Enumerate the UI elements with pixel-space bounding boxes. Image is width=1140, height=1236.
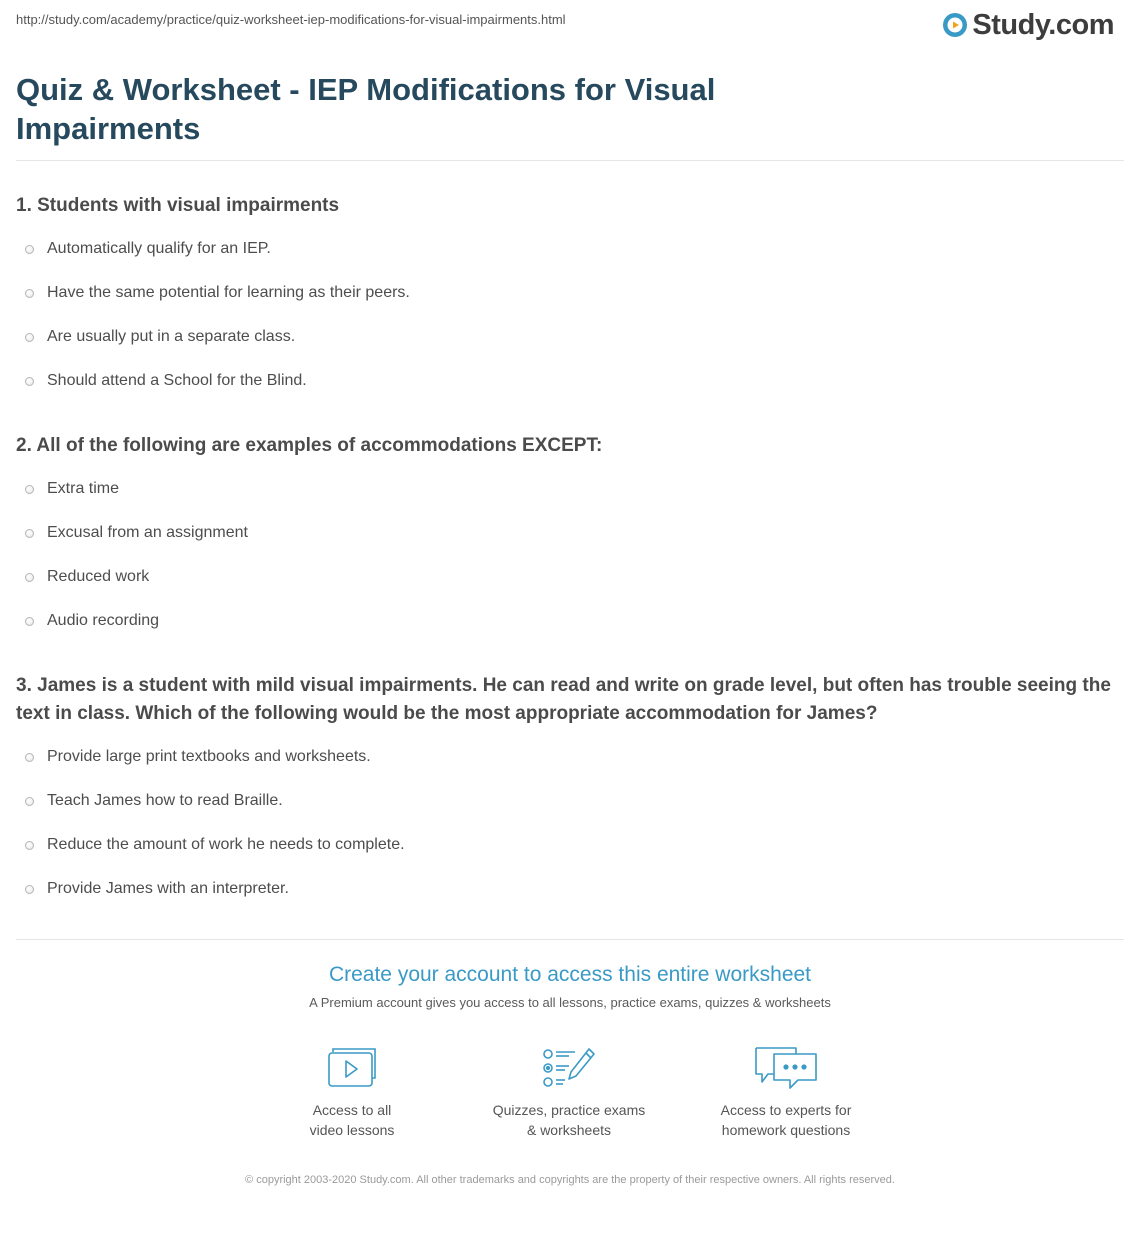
feature-quizzes [474, 1046, 664, 1140]
answer-option[interactable] [16, 599, 1112, 643]
answer-text: Should attend a School for the Blind. [47, 372, 307, 389]
radio-button[interactable] [25, 573, 34, 582]
page-url: http://study.com/academy/practice/quiz-worksheet-iep-modifications-for-visual-impairments.html [16, 12, 566, 27]
answer-option[interactable] [16, 555, 1112, 599]
answer-text: Excusal from an assignment [47, 524, 248, 541]
answer-list [16, 227, 1112, 403]
radio-button[interactable] [25, 885, 34, 894]
answer-text: Are usually put in a separate class. [47, 328, 296, 345]
radio-button[interactable] [25, 841, 34, 850]
premium-cta [0, 962, 1140, 1010]
answer-option[interactable] [16, 735, 1112, 779]
answer-option[interactable] [16, 779, 1112, 823]
feature-experts [691, 1046, 881, 1140]
title-divider [16, 160, 1124, 161]
cta-divider [16, 939, 1124, 940]
answer-text: Provide large print textbooks and worksheets. [47, 748, 371, 765]
answer-text: Reduce the amount of work he needs to complete. [47, 836, 405, 853]
radio-button[interactable] [25, 377, 34, 386]
feature-label: Access to all video lessons [309, 1102, 395, 1138]
answer-text: Extra time [47, 480, 120, 497]
radio-button[interactable] [25, 529, 34, 538]
radio-button[interactable] [25, 245, 34, 254]
feature-label: Quizzes, practice exams & worksheets [492, 1102, 646, 1138]
answer-option[interactable] [16, 867, 1112, 911]
radio-button[interactable] [25, 485, 34, 494]
copyright-notice: © copyright 2003-2020 Study.com. All other trademarks and copyrights are the property of their respective owners. All rights reserved. [245, 1174, 895, 1186]
answer-option[interactable] [16, 359, 1112, 403]
radio-button[interactable] [25, 797, 34, 806]
question-3 [16, 672, 1112, 911]
question-text: 1. Students with visual impairments [16, 195, 340, 216]
answer-option[interactable] [16, 511, 1112, 555]
question-2 [16, 432, 1112, 643]
radio-button[interactable] [25, 753, 34, 762]
answer-option[interactable] [16, 227, 1112, 271]
answer-list [16, 735, 1112, 911]
question-text: 2. All of the following are examples of accommodations EXCEPT: [16, 435, 603, 456]
answer-option[interactable] [16, 315, 1112, 359]
radio-button[interactable] [25, 289, 34, 298]
answer-option[interactable] [16, 467, 1112, 511]
question-text: 3. James is a student with mild visual impairments. He can read and write on grade level, but often has trouble seeing the text in class. Which of the following would be the most appropriate accommodation for James? [16, 675, 1111, 724]
cta-subtitle: A Premium account gives you access to all lessons, practice exams, quizzes & worksheets [309, 995, 831, 1010]
study-logo[interactable] [942, 6, 1114, 44]
question-1 [16, 192, 1112, 403]
answer-text: Automatically qualify for an IEP. [47, 240, 271, 257]
answer-option[interactable] [16, 271, 1112, 315]
quiz-checklist-icon [474, 1046, 664, 1090]
play-circle-icon [942, 12, 968, 38]
feature-video-lessons [257, 1046, 447, 1140]
chat-bubbles-icon [691, 1046, 881, 1090]
answer-text: Have the same potential for learning as their peers. [47, 284, 410, 301]
radio-button[interactable] [25, 333, 34, 342]
feature-label: Access to experts for homework questions [720, 1102, 852, 1138]
answer-option[interactable] [16, 823, 1112, 867]
answer-text: Reduced work [47, 568, 150, 585]
video-lessons-icon [257, 1046, 447, 1090]
page-title: Quiz & Worksheet - IEP Modifications for Visual Impairments [16, 72, 716, 146]
cta-title-link[interactable]: Create your account to access this entire worksheet [328, 963, 812, 986]
answer-text: Provide James with an interpreter. [47, 880, 289, 897]
answer-text: Teach James how to read Braille. [47, 792, 283, 809]
answer-list [16, 467, 1112, 643]
answer-text: Audio recording [47, 612, 160, 629]
logo-text: Study.com [972, 8, 1114, 41]
radio-button[interactable] [25, 617, 34, 626]
